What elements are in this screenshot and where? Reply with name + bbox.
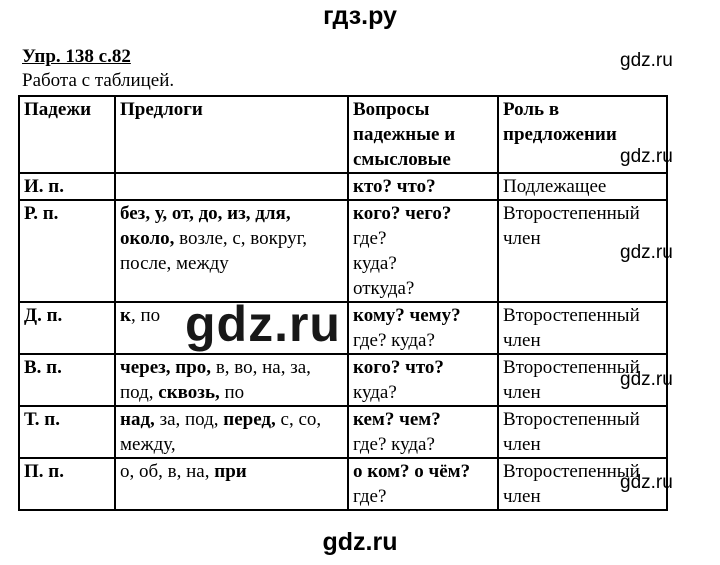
questions-cell [348,302,498,354]
table-header-row [19,96,667,173]
question-regular: где? [353,228,387,249]
prepositions-bold: к [120,305,131,326]
case-cell: В. п. [19,354,115,406]
table-row [19,173,667,200]
header-prepositions: Предлоги [115,96,348,173]
role-cell: Второстепенный член [498,354,667,406]
questions-cell [348,173,498,200]
questions-cell [348,406,498,458]
prepositions-part: сквозь, [158,382,220,403]
question-regular: откуда? [353,278,415,299]
role-cell: Подлежащее [498,173,667,200]
case-cell: И. п. [19,173,115,200]
role-cell: Второстепенный член [498,302,667,354]
prepositions-cell [115,354,348,406]
prepositions-part: перед, [223,409,276,430]
prepositions-part: за, под, [154,409,224,430]
question-regular: где? куда? [353,330,435,351]
questions-cell [348,354,498,406]
questions-cell [348,458,498,510]
table-row [19,406,667,458]
exercise-task: Работа с таблицей. [22,70,175,91]
prepositions-part: по [219,382,245,403]
prepositions-part: с, со, между, [120,409,322,455]
question-regular: куда? [353,253,397,274]
question-bold: кто? что? [353,176,436,197]
prepositions-regular: возле, с, вокруг, после, между [120,228,308,274]
prepositions-part: в, во, на, за, под, [120,357,311,403]
role-cell: Второстепенный член [498,406,667,458]
prepositions-cell [115,458,348,510]
exercise-title: Упр. 138 с.82 [22,46,131,67]
prepositions-part: при [214,461,247,482]
question-regular: где? [353,486,387,507]
site-header: гдз.ру [323,2,397,30]
prepositions-cell [115,200,348,302]
prepositions-regular: , по [130,305,161,326]
watermark-small: gdz.ru [620,472,673,493]
header-role: Роль в предложении [498,96,667,173]
prepositions-cell [115,173,348,200]
header-cases: Падежи [19,96,115,173]
question-bold: о ком? о чём? [353,461,471,482]
watermark-big: gdz.ru [185,296,341,352]
site-footer: gdz.ru [322,528,398,556]
table-row [19,354,667,406]
case-cell: Д. п. [19,302,115,354]
table-row [19,302,667,354]
prepositions-part: через, про, [120,357,212,378]
question-bold: кого? что? [353,357,444,378]
table-row [19,200,667,302]
cases-table [18,95,668,511]
question-bold: кем? чем? [353,409,441,430]
question-regular: куда? [353,382,397,403]
watermark-small: gdz.ru [620,50,673,71]
prepositions-part: над, [120,409,155,430]
questions-cell [348,200,498,302]
question-bold: кому? чему? [353,305,461,326]
role-cell: Второстепенный член [498,458,667,510]
header-questions: Вопросы падежные и смысловые [348,96,498,173]
question-regular: где? куда? [353,434,435,455]
role-cell: Второстепенный член [498,200,667,302]
watermark-small: gdz.ru [620,242,673,263]
watermark-small: gdz.ru [620,369,673,390]
table-row [19,458,667,510]
question-bold: кого? чего? [353,203,452,224]
prepositions-part: о, об, в, на, [120,461,215,482]
watermark-small: gdz.ru [620,146,673,167]
prepositions-bold: без, у, от, до, из, для, около, [120,203,291,249]
case-cell: Т. п. [19,406,115,458]
case-cell: Р. п. [19,200,115,302]
prepositions-cell [115,406,348,458]
case-cell: П. п. [19,458,115,510]
